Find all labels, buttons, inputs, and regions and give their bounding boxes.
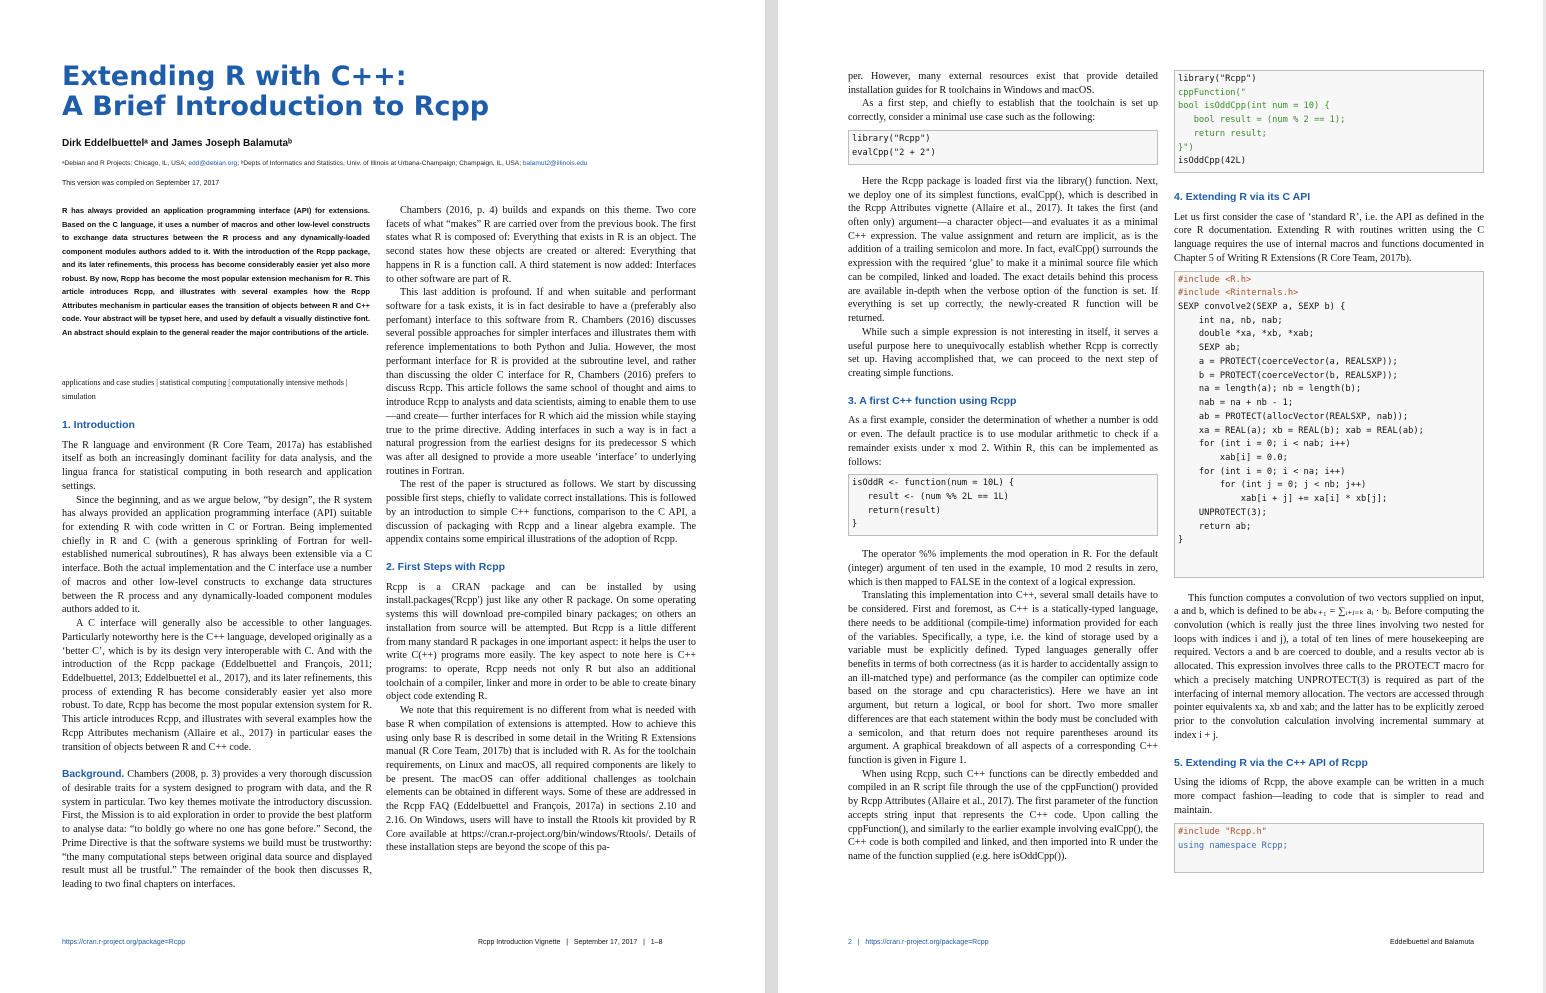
section-5-title: 5. Extending R via the C++ API of Rcpp: [1174, 756, 1368, 769]
footer-link[interactable]: https://cran.r-project.org/package=Rcpp: [62, 939, 186, 946]
code-line: #include <R.h>: [1178, 274, 1252, 285]
column-2: [386, 204, 696, 855]
paper-title: [62, 62, 622, 122]
title-line-2: A Brief Introduction to Rcpp: [62, 91, 490, 122]
background-label: Background.: [62, 769, 125, 781]
code-line: bool result = (num % 2 == 1);: [1178, 115, 1346, 126]
footer-link[interactable]: 2 | https://cran.r-project.org/package=Rcpp: [848, 939, 989, 946]
section-3-title: 3. A first C++ function using Rcpp: [848, 394, 1017, 407]
colA-paragraph-4: While such a simple expression is not interesting in itself, it serves a useful purpose here to unequivocally establish whether Rcpp is correctly set up. Having accomplished that, we can proceed to the next step of creating simple functions.: [848, 326, 1158, 379]
affil-b-email[interactable]: balamut2@illinois.edu: [522, 160, 588, 167]
compiled-note: This version was compiled on September 17, 2017: [62, 180, 220, 187]
colB-paragraph-2: This function computes a convolution of two vectors supplied on input, a and b, which is defined to be abₖ₊₁ = ∑ᵢ₊ⱼ₌ₖ aᵢ · bⱼ. Before computing the convolution (which is really just the three lines involving two nested for loops with indices i and j), a total of ten lines of mere housekeeping are required. Vectors a and b are coerced to double, and a results vector ab is allocated. This expression involves three calls to the PROTECT macro for which a precisely matching UNPROTECT(3) is required as part of the interfacing of internal memory allocation. The vectors are accessed through pointer equivalents xa, xb and xab; and the latter has to be explicitly zeroed prior to the convolution calculation involving incremental summary at index i + j.: [1174, 592, 1484, 741]
code-line: isOddR <- function(num = 10L) {: [852, 478, 1015, 489]
column-b: [1174, 70, 1484, 873]
code-line: using namespace Rcpp;: [1178, 841, 1288, 852]
col2-paragraph-4: Rcpp is a CRAN package and can be installed by using install.packages('Rcpp') just like any other R package. On some operating systems this will download pre-compiled binary packages; on others an installation from source will be attempted. But Rcpp is a little different from many standard R packages in one important aspect: it helps the user to write C(++) programs more easily. The key aspect to note here is C++ programs: to operate, Rcpp needs not only R but also an additional toolchain of a compiler, linker and more in order to be able to create binary object code extending R.: [386, 581, 696, 703]
code-line: library("Rcpp"): [852, 133, 931, 144]
abstract: R has always provided an application programming interface (API) for extensions. Based on the C language, it uses a number of macros and other low-level constructs to exchange data structures between the R process and any dynamically-loaded component modules authors added to it. With the introduction of the Rcpp package, and its later refinements, this process has become considerably easier yet also more robust. By now, Rcpp has become the most popular extension mechanism for R. This article introduces Rcpp, and illustrates with several examples how the Rcpp Attributes mechanism in particular eases the transition of objects between R and C++ code. Your abstract will be typset here, and used by default a visually distinctive font. An abstract should explain to the general reader the major contributions of the article.: [62, 206, 370, 337]
col2-paragraph-3: The rest of the paper is structured as follows. We start by discussing possible first steps, chiefly to validate correct installations. This is followed by an introduction to simple C++ functions, comparison to the C API, a discussion of packaging with Rcpp and a linear algebra example. The appendix contains some empirical illustrations of the adoption of Rcpp.: [386, 479, 696, 546]
code-block-evalcpp: [848, 130, 1158, 165]
code-block-isoddr: [848, 474, 1158, 536]
code-line: return(result): [852, 505, 941, 516]
code-line: a = PROTECT(coerceVector(a, REALSXP));: [1178, 356, 1398, 367]
code-line: for (int i = 0; i < nab; i++): [1178, 439, 1351, 450]
colA-paragraph-7: Translating this implementation into C++, several small details have to be considered. First and foremost, as C++ is a statically-typed language, there needs to be additional (compile-time) information provided for each of the variables. Specifically, a type, i.e. the kind of storage used by a variable must be explicitly defined. Typed languages generally offer benefits in terms of both correctness (as it is harder to accidentally assign to an ill-matched type) and performance (as the compiler can optimize code based on the storage and cpu characteristics). Here we have an int argument, but return a logical, or bool for short. Two more smaller differences are that each statement within the body must be concluded with a semicolon, and that return does not require parentheses around its argument. A graphical breakdown of all aspects of a corresponding C++ function is given in Figure 1.: [848, 590, 1158, 767]
code-line: result <- (num %% 2L == 1L): [852, 491, 1009, 502]
code-line: }: [852, 519, 858, 530]
footer-running-title: Rcpp Introduction Vignette | September 17, 2017 | 1–8: [478, 939, 663, 946]
title-line-1: Extending R with C++:: [62, 61, 407, 92]
authors: Dirk Eddelbuettelᵃ and James Joseph Balamutaᵇ: [62, 138, 292, 149]
intro-paragraph-1: The R language and environment (R Core Team, 2017a) has established itself as both an increasingly dominant facility for data analysis, and the lingua franca for statistical computing in both research and application settings.: [62, 439, 372, 492]
code-line: evalCpp("2 + 2"): [852, 147, 936, 158]
colA-paragraph-1: per. However, many external resources exist that provide detailed installation guides for R toolchains in Windows and macOS.: [848, 71, 1158, 96]
section-1-title: 1. Introduction: [62, 419, 135, 431]
intro-paragraph-2: Since the beginning, and as we argue below, “by design”, the R system has always provided an application programming interface (API) suitable for extending R with code written in C or Fortran. Being implemented chiefly in R and C (with a generous sprinkling of Fortran for well-established numerical subroutines), R has always been extensible via a C interface. Both the actual implementation and the C interface use a number of macros and other low-level constructs to exchange data structures between the R process and any dynamically-loaded component modules authors added to it.: [62, 494, 372, 616]
col2-paragraph-1: Chambers (2016, p. 4) builds and expands on this theme. Two core facets of what “makes” R are carried over from the previous book. The first states what R is composed of: Everything that exists in R is an object. The second states how these objects are created or altered: Everything that happens in R is a function call. A third statement is now added: Interfaces to other software are part of R.: [386, 205, 696, 285]
colB-paragraph-1: Let us first consider the case of ‘standard R’, i.e. the API as defined in the core R documentation. Extending R with routines written using the C language requires the use of internal macros and functions documented in Chapter 5 of Writing R Extensions (R Core Team, 2017b).: [1174, 211, 1484, 264]
code-block-cppfunction: [1174, 70, 1484, 173]
section-4-title: 4. Extending R via its C API: [1174, 191, 1311, 203]
code-line: cppFunction(": [1178, 87, 1246, 98]
code-block-rcpp-include: [1174, 823, 1484, 873]
code-line: #include "Rcpp.h": [1178, 827, 1267, 838]
code-line: for (int j = 0; j < nb; j++): [1178, 480, 1367, 491]
colA-paragraph-5: As a first example, consider the determination of whether a number is odd or even. The default practice is to use modular arithmetic to check if a remainder exists under x mod 2. Within R, this can be implemented as follows:: [848, 415, 1158, 468]
code-line: int na, nb, nab;: [1178, 315, 1283, 326]
code-line: SEXP convolve2(SEXP a, SEXP b) {: [1178, 302, 1346, 313]
background-paragraph: [62, 768, 372, 891]
footer-authors: Eddelbuettel and Balamuta: [1390, 939, 1475, 946]
code-line: library("Rcpp"): [1178, 74, 1257, 84]
footer-page-link: [848, 939, 989, 946]
code-line: xa = REAL(a); xb = REAL(b); xab = REAL(ab);: [1178, 425, 1424, 436]
colA-paragraph-6: The operator %% implements the mod operation in R. For the default (integer) argument of ten used in the example, 10 mod 2 results in zero, which is then mapped to FALSE in the context of a logical expression.: [848, 549, 1158, 588]
section-2-title: 2. First Steps with Rcpp: [386, 560, 506, 573]
background-text: Chambers (2008, p. 3) provides a very thorough discussion of desirable traits for a system designed to program with data, and the R system in particular. Two key themes motivate the introductory discussion. First, the Mission is to aid exploration in order to provide the best platform to analyse data: “to boldly go where no one has gone before.” Second, the Prime Directive is that the software systems we build must be trustworthy: “the many computational steps between original data source and displayed result must all be trustful.” The remainder of the book then discusses R, leading to two final chapters on interfaces.: [62, 769, 372, 890]
code-line: isOddCpp(42L): [1178, 156, 1246, 167]
col2-paragraph-5: We note that this requirement is no different from what is needed with base R when compilation of extensions is attempted. How to achieve this using only base R is described in some detail in the Writing R Extensions manual (R Core Team, 2017b) that is included with R. As for the toolchain requirements, on Linux and macOS, all required components are likely to be present. The macOS can offer additional challenges as toolchain elements can be obtained in different ways. Some of these are addressed in the Rcpp FAQ (Eddelbuettel and François, 2017a) in sections 2.10 and 2.16. On Windows, users will have to install the Rtools kit provided by R Core available at https://cran.r-project.org/bin/windows/Rtools/. Details of these installation steps are beyond the scope of this pa-: [386, 705, 696, 854]
code-line: return ab;: [1178, 521, 1252, 532]
code-line: }"): [1178, 142, 1194, 153]
code-line: #include <Rinternals.h>: [1178, 288, 1299, 299]
column-a: [848, 70, 1158, 864]
colA-paragraph-8: When using Rcpp, such C++ functions can be directly embedded and compiled in an R script file through the use of the cppFunction() provided by Rcpp Attributes (Allaire et al., 2017). The first parameter of the function accepts string input that represents the C++ code. Upon calling the cppFunction(), and similarly to the earlier example involving evalCpp(), the C++ code is both compiled and linked, and then imported into R under the name of the function supplied (e.g. here isOddCpp()).: [848, 768, 1158, 863]
code-line: b = PROTECT(coerceVector(b, REALSXP));: [1178, 370, 1398, 381]
column-1: [62, 419, 372, 892]
code-line: UNPROTECT(3);: [1178, 507, 1267, 518]
colA-paragraph-3: Here the Rcpp package is loaded first via the library() function. Next, we deploy one of its simplest functions, evalCpp(), which is described in the Rcpp Attributes vignette (Allaire et al., 2017). It takes the first (and often only) argument—a character object—and evaluates it as a minimal C++ expression. The value assignment and return are implicit, as is the addition of a trailing semicolon and more. In fact, evalCpp() surrounds the expression with the required ‘glue’ to make it a minimal source file which can be compiled, linked and loaded. The exact details behind this process are available in-depth when the verbose option of the function is set. If everything is set up correctly, the newly-created R function will be returned.: [848, 175, 1158, 325]
code-line: SEXP ab;: [1178, 343, 1241, 354]
col2-paragraph-2: This last addition is profound. If and when suitable and performant software for a task exists, it is in fact desirable to have a (preferably also perfomant) interface to this software from R. Chambers (2016) discusses several possible approaches for simpler interfaces and illustrates them with reference implementations to both Python and Julia. However, the most performant interface for R is provided at the subroutine level, and rather than discussing the older C interface for R, Chambers (2016) prefers to discuss Rcpp. This article follows the same school of thought and aims to introduce Rcpp to analysts and data scientists, aiming to enable them to use—and create— further interfaces for R which aid the mission while staying true to the prime directive. Adding interfaces in such a way is in fact a natural progression from the earliest designs for its predecessor S which was after all designed to provide a more useable ‘interface’ to underlying routines in Fortran.: [386, 287, 696, 477]
code-line: na = length(a); nb = length(b);: [1178, 384, 1362, 395]
affil-a: ᵃDebian and R Projects; Chicago, IL, USA;: [62, 160, 189, 167]
page-1: [0, 0, 765, 993]
code-line: nab = na + nb - 1;: [1178, 398, 1294, 409]
code-line: for (int i = 0; i < na; i++): [1178, 466, 1346, 477]
code-line: }: [1178, 535, 1184, 546]
page-gutter: [765, 0, 778, 993]
affil-b: ; ᵇDepts of Informatics and Statistics, Univ. of Illinois at Urbana-Champaign; Champaign, IL, USA;: [237, 160, 523, 167]
affil-a-email[interactable]: edd@debian.org: [188, 160, 238, 167]
code-line: return result;: [1178, 128, 1267, 139]
affiliations: [62, 160, 702, 167]
code-line: double *xa, *xb, *xab;: [1178, 329, 1314, 340]
code-line: bool isOddCpp(int num = 10) {: [1178, 101, 1330, 112]
keywords: applications and case studies | statistical computing | computationally intensive methods | simulation: [62, 378, 348, 401]
colA-paragraph-2: As a first step, and chiefly to establish that the toolchain is set up correctly, consider a minimal use case such as the following:: [848, 98, 1158, 124]
intro-paragraph-3: A C interface will generally also be accessible to other languages. Particularly noteworthy here is the C++ language, developed originally as a ‘better C’, which is by its design very interoperable with C. And with the introduction of the Rcpp package (Eddelbuettel and François, 2011; Eddelbuettel, 2013; Eddelbuettel et al., 2017), and its later refinements, this process of extending R has become considerably easier yet also more robust. To date, Rcpp has become the most popular extension system for R. This article introduces Rcpp, and illustrates with several examples how the Rcpp Attributes mechanism (Allaire et al., 2017) in particular eases the transition of objects between R and C++ code.: [62, 618, 372, 753]
page-2: [778, 0, 1543, 993]
code-line: xab[i] = 0.0;: [1178, 452, 1288, 463]
code-line: xab[i + j] += xa[i] * xb[j];: [1178, 494, 1388, 505]
code-line: ab = PROTECT(allocVector(REALSXP, nab));: [1178, 411, 1409, 422]
colB-paragraph-3: Using the idioms of Rcpp, the above example can be written in a much more compact fashion—leading to code that is simpler to read and maintain.: [1174, 777, 1484, 816]
code-block-convolve2: [1174, 271, 1484, 578]
